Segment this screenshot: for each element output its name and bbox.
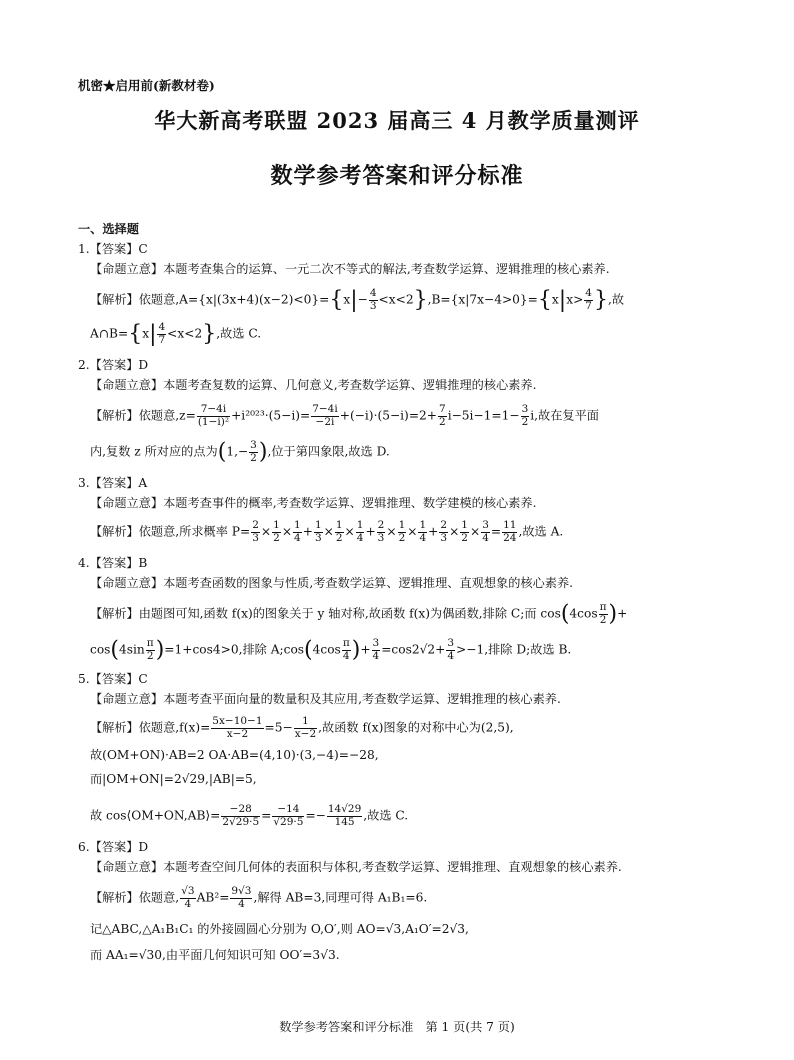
- q4-text-2e: >−1,排除 D;故选 B.: [456, 642, 572, 657]
- q6-text-a: 依题意,: [138, 890, 180, 905]
- q1-text-c: ,故: [607, 292, 625, 307]
- q5-text-b: =5−: [264, 720, 293, 735]
- analysis-label: 【解析】: [90, 408, 139, 423]
- q4-intent: 【命题立意】本题考查函数的图象与性质,考查数学运算、逻辑推理、直观想象的核心素养.: [90, 576, 574, 590]
- q5-text-4a: 故 cos⟨OM+ON,AB⟩=: [90, 808, 221, 823]
- q1-answer: 1.【答案】C: [78, 242, 148, 256]
- q4-text-2c: +: [360, 642, 371, 657]
- q5-text-4c: =−: [305, 808, 326, 823]
- q5-analysis: 【解析】依题意,f(x)= $\frac{5x-10-1}{x-2}$ =5− $\frac{1}{x-2}$ ,故函数 f(x)图象的对称中心为(2,5),: [90, 715, 514, 740]
- q2-analysis: 【解析】依题意,z= $\frac{7-4i}{\text{(1−i)²}}$ +i²⁰²³·(5−i)= $\frac{7-4i}{-2i}$ +(−i)·(5−i)=2+ $\frac{7}{2}$ i−5i−1=1− $\frac{3}{2}$ i,故在复平面: [90, 403, 599, 428]
- q5-text-a: 依题意,f(x)=: [138, 720, 211, 735]
- q5-text-4d: ,故选 C.: [363, 808, 409, 823]
- q4-text-2a: cos: [90, 642, 111, 657]
- q5-intent: 【命题立意】本题考查平面向量的数量积及其应用,考查数学运算、逻辑推理的核心素养.: [90, 692, 561, 706]
- q6-answer: 6.【答案】D: [78, 840, 149, 854]
- analysis-label: 【解析】: [90, 524, 139, 539]
- confidential-label: 机密★启用前(新教材卷): [78, 78, 215, 93]
- q2-analysis-2: 内,复数 z 所对应的点为(1,− $\frac{3}{2}$ ),位于第四象限,故选 D.: [90, 439, 390, 465]
- q5-line-3: 而|OM+ON|=2√29,|AB|=5,: [90, 772, 257, 786]
- q2-intent: 【命题立意】本题考查复数的运算、几何意义,考查数学运算、逻辑推理的核心素养.: [90, 378, 537, 392]
- q3-analysis: 【解析】依题意,所求概率 P= $\frac{2}{3}$ × $\frac{1}{2}$ × $\frac{1}{4}$ + $\frac{1}{3}$ × $\frac{1}{2}$ × $\frac{1}{4}$ + $\frac{2}{3}$ × $\frac{1}{2}$ × $\frac{1}{4}$ + $\frac{2}{3}$ × $\frac{1}{2}$ × $\frac{3}{4}$ = $\frac{11}{24}$ ,故选 A.: [90, 519, 564, 544]
- q4-analysis: 【解析】由题图可知,函数 f(x)的图象关于 y 轴对称,故函数 f(x)为偶函数,排除 C;而 cos(4cos $\frac{\pi}{2}$ )+: [90, 601, 628, 627]
- q3-text-b: ,故选 A.: [518, 524, 564, 539]
- q2-answer: 2.【答案】D: [78, 358, 149, 372]
- q3-intent: 【命题立意】本题考查事件的概率,考查数学运算、逻辑推理、数学建模的核心素养.: [90, 496, 537, 510]
- q1-text-a: 依题意,A={x|(3x+4)(x−2)<0}=: [138, 292, 330, 307]
- q1-text-2a: A∩B=: [90, 326, 129, 341]
- page-subtitle: 数学参考答案和评分标准: [270, 163, 524, 189]
- analysis-label: 【解析】: [90, 606, 139, 621]
- q6-intent: 【命题立意】本题考查空间几何体的表面积与体积,考查数学运算、逻辑推理、直观想象的核心素养.: [90, 860, 622, 874]
- q4-text-b: +: [617, 606, 628, 621]
- q1-text-2b: ,故选 C.: [216, 326, 262, 341]
- q2-text-b: +i²⁰²³·(5−i)=: [231, 408, 311, 423]
- q1-text-b: ,B={x|7x−4>0}=: [427, 292, 538, 307]
- q5-line-4: 故 cos⟨OM+ON,AB⟩= $\frac{-28}{2√29\cdot 5}$ = $\frac{-14}{√29\cdot 5}$ =− $\frac{14√29}{145}$ ,故选 C.: [90, 803, 409, 828]
- page-footer: 数学参考答案和评分标准 第 1 页(共 7 页): [279, 1020, 515, 1034]
- q3-text-a: 依题意,所求概率 P=: [138, 524, 251, 539]
- q6-text-b: AB²=: [196, 890, 230, 905]
- q2-text-c: +(−i)·(5−i)=2+: [339, 408, 437, 423]
- q1-analysis: 【解析】依题意,A={x|(3x+4)(x−2)<0}={x|− $\frac{4}{3}$ <x<2},B={x|7x−4>0}={x|x> $\frac{4}{7}$ },故: [90, 287, 625, 313]
- q5-text-4b: =: [261, 808, 272, 823]
- q6-line-2: 记△ABC,△A₁B₁C₁ 的外接圆圆心分别为 O,O′,则 AO=√3,A₁O′=2√3,: [90, 922, 469, 936]
- q6-line-3: 而 AA₁=√30,由平面几何知识可知 OO′=3√3.: [90, 948, 340, 962]
- q4-text-2d: =cos2√2+: [381, 642, 446, 657]
- analysis-label: 【解析】: [90, 890, 139, 905]
- q2-text-e: i,故在复平面: [530, 408, 599, 423]
- q2-text-d: i−5i−1=1−: [447, 408, 520, 423]
- q2-text-2a: 内,复数 z 所对应的点为: [90, 444, 218, 459]
- q4-text-a: 由题图可知,函数 f(x)的图象关于 y 轴对称,故函数 f(x)为偶函数,排除 C;而 cos: [138, 606, 561, 621]
- q5-line-2: 故(OM+ON)·AB=2 OA·AB=(4,10)·(3,−4)=−28,: [90, 748, 379, 762]
- q1-intent: 【命题立意】本题考查集合的运算、一元二次不等式的解法,考查数学运算、逻辑推理的核心素养.: [90, 262, 610, 276]
- q1-analysis-2: A∩B={x| $\frac{4}{7}$ <x<2},故选 C.: [90, 321, 262, 347]
- q6-text-c: ,解得 AB=3,同理可得 A₁B₁=6.: [253, 890, 428, 905]
- q4-text-2b: =1+cos4>0,排除 A;cos: [164, 642, 305, 657]
- q5-text-c: ,故函数 f(x)图象的对称中心为(2,5),: [318, 720, 514, 735]
- q2-text-2b: ,位于第四象限,故选 D.: [267, 444, 390, 459]
- q6-analysis: 【解析】依题意, $\frac{√3}{4}$ AB²= $\frac{9√3}{4}$ ,解得 AB=3,同理可得 A₁B₁=6.: [90, 885, 428, 910]
- analysis-label: 【解析】: [90, 292, 139, 307]
- q4-answer: 4.【答案】B: [78, 556, 148, 570]
- page-title: 华大新高考联盟 2023 届高三 4 月教学质量测评: [154, 108, 640, 133]
- section-heading: 一、选择题: [78, 222, 139, 236]
- q5-answer: 5.【答案】C: [78, 672, 148, 686]
- q2-text-a: 依题意,z=: [138, 408, 196, 423]
- q4-analysis-2: cos(4sin $\frac{\pi}{2}$ )=1+cos4>0,排除 A;cos(4cos $\frac{\pi}{4}$ )+ $\frac{3}{4}$ =cos2√2+ $\frac{3}{4}$ >−1,排除 D;故选 B.: [90, 637, 572, 663]
- analysis-label: 【解析】: [90, 720, 139, 735]
- q3-answer: 3.【答案】A: [78, 476, 148, 490]
